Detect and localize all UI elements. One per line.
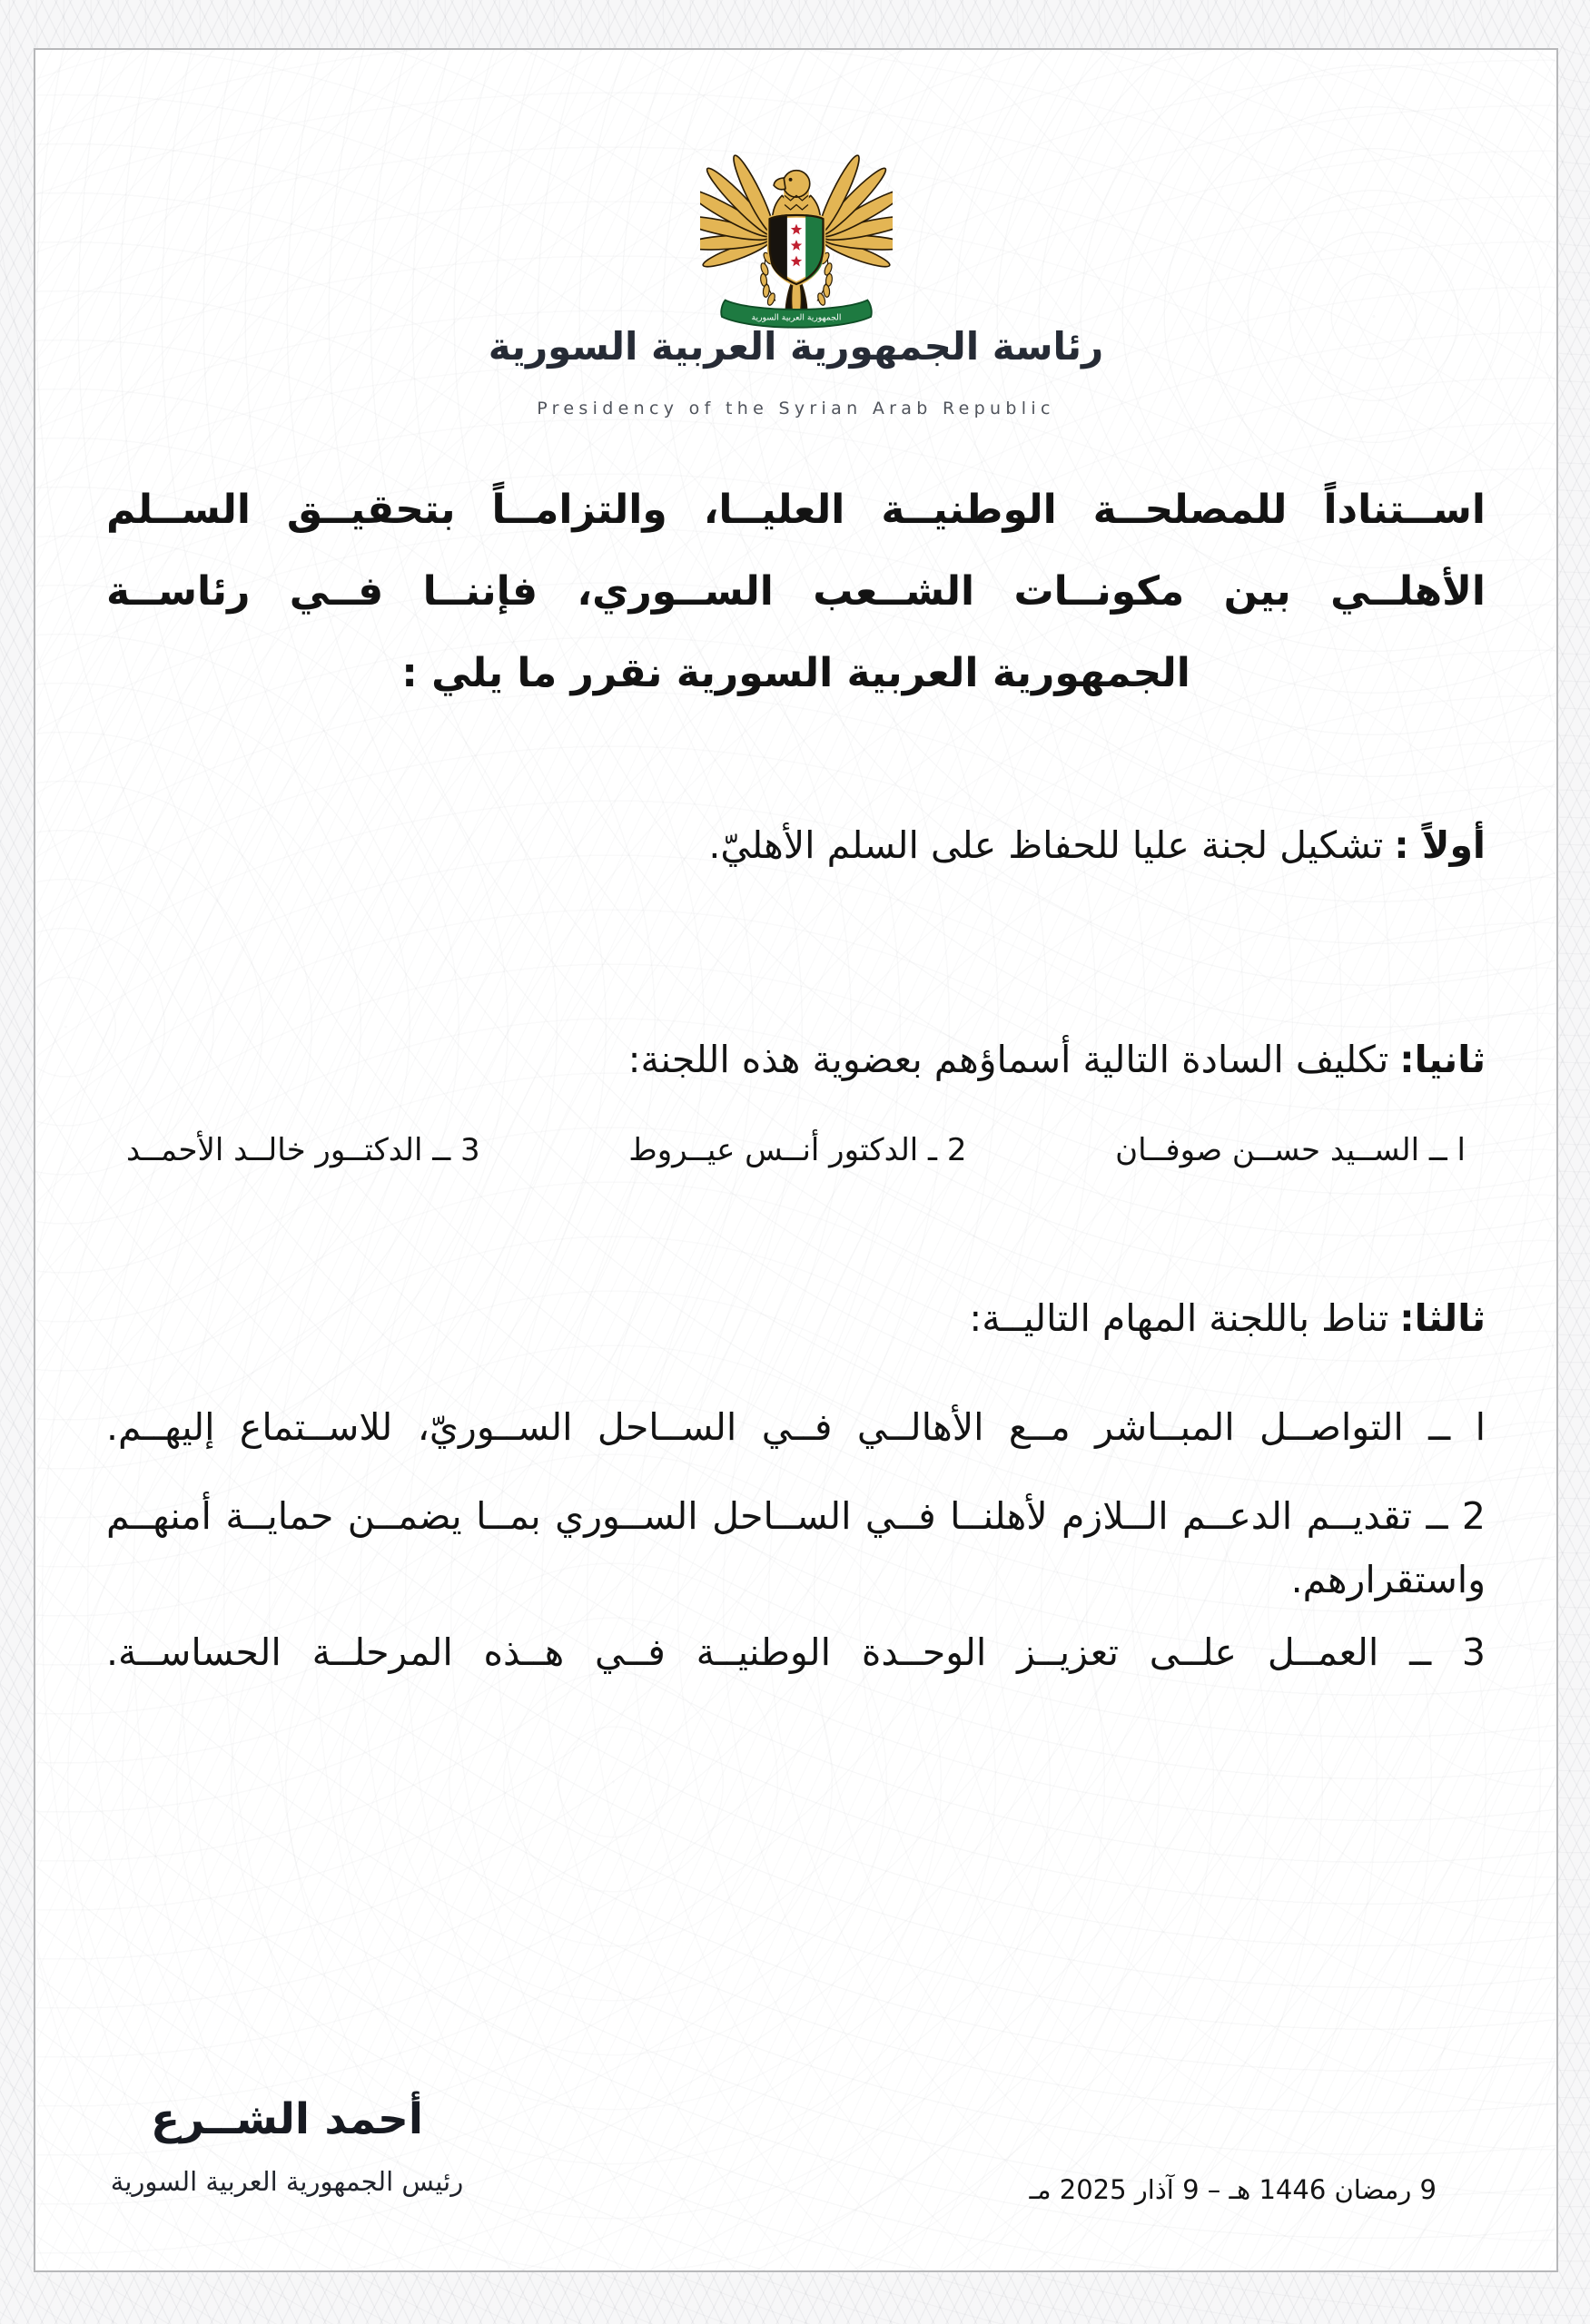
member-item: ا ــ الســيد حســن صوفــان: [1115, 1132, 1466, 1168]
signature-role: رئيس الجمهورية العربية السورية: [110, 2166, 464, 2197]
clause-first: [106, 823, 1486, 867]
flag-shield: [769, 214, 823, 284]
member-item: 3 ــ الدكتــور خالــد الأحمــد: [126, 1132, 480, 1168]
member-item: 2 ـ الدكتور أنــس عيــروط: [628, 1132, 967, 1168]
clause-label: ثانيا:: [1399, 1038, 1486, 1081]
document-date: 9 رمضان 1446 هـ – 9 آذار 2025 مـ: [1029, 2174, 1437, 2205]
letterhead-title-english: Presidency of the Syrian Arab Republic: [537, 399, 1055, 419]
preamble-line: الأهلــي بين مكونــات الشــعب الســوري، فإننــا فــي رئاســة: [106, 568, 1486, 615]
signature-block: [110, 2094, 464, 2197]
clause-text: تكليف السادة التالية أسماؤهم بعضوية هذه اللجنة:: [627, 1038, 1389, 1081]
clause-second: [106, 1038, 1486, 1081]
document-page: [34, 48, 1558, 2272]
clause-label: أولاً :: [1394, 823, 1486, 867]
clause-third: [106, 1296, 1486, 1340]
preamble-paragraph: [106, 469, 1486, 714]
preamble-line: اســتناداً للمصلحــة الوطنيــة العليــا، والتزامــاً بتحقيــق الســلم: [106, 487, 1486, 533]
clause-label: ثالثا:: [1399, 1296, 1486, 1340]
task-item: 3 ــ العمــل علــى تعزيــز الوحــدة الوطنيــة فــي هــذه المرحلــة الحساســة.: [106, 1630, 1486, 1674]
preamble-line: الجمهورية العربية السورية نقرر ما يلي :: [401, 650, 1190, 696]
clause-text: تناط باللجنة المهام التاليــة:: [969, 1296, 1389, 1340]
scroll-text: الجمهورية العربية السورية: [751, 312, 841, 323]
presidency-eagle-emblem: [700, 152, 893, 353]
task-item: ا ــ التواصــل المبــاشر مــع الأهالــي فــي الســاحل الســوريّ، للاســتماع إليهــم.: [106, 1405, 1486, 1449]
committee-members-row: [126, 1132, 1466, 1168]
clause-text: تشكيل لجنة عليا للحفاظ على السلم الأهليّ.: [708, 823, 1384, 867]
task-item: 2 ــ تقديــم الدعــم الــلازم لأهلنــا فــي الســاحل الســوري بمــا يضمــن حمايــة أمنهــم واستقرارهم.: [106, 1494, 1486, 1601]
letterhead-title-arabic: رئاسة الجمهورية العربية السورية: [488, 324, 1104, 369]
signature-name: أحمد الشــرع: [150, 2094, 424, 2144]
